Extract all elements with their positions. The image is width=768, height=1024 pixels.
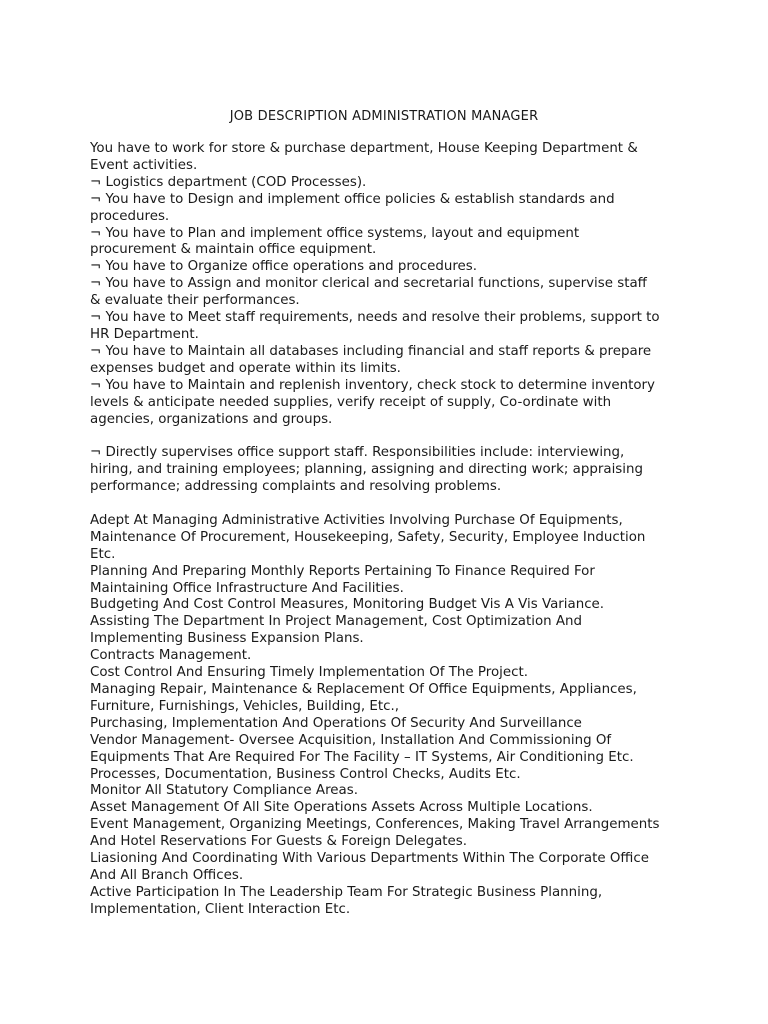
text-line: And All Branch Offices. xyxy=(90,867,244,883)
text-line: ¬ Logistics department (COD Processes). xyxy=(90,174,367,190)
text-line: Maintaining Office Infrastructure And Facilities. xyxy=(90,580,404,596)
supervision-section xyxy=(90,445,690,496)
text-line: performance; addressing complaints and resolving problems. xyxy=(90,479,502,495)
text-line: Implementation, Client Interaction Etc. xyxy=(90,901,351,917)
text-line: Equipments That Are Required For The Facility – IT Systems, Air Conditioning Etc. xyxy=(90,749,634,765)
text-line: Managing Repair, Maintenance & Replacement Of Office Equipments, Appliances, xyxy=(90,681,637,697)
text-line: Purchasing, Implementation And Operations Of Security And Surveillance xyxy=(90,715,582,731)
text-line: Maintenance Of Procurement, Housekeeping, Safety, Security, Employee Induction xyxy=(90,529,646,545)
text-line: procedures. xyxy=(90,208,170,224)
text-line: hiring, and training employees; planning, assigning and directing work; appraising xyxy=(90,462,643,478)
text-line: Adept At Managing Administrative Activities Involving Purchase Of Equipments, xyxy=(90,512,623,528)
skills-section xyxy=(90,513,690,919)
text-line: ¬ You have to Maintain all databases including financial and staff reports & prepare xyxy=(90,343,652,359)
text-line: ¬ You have to Organize office operations and procedures. xyxy=(90,259,478,275)
text-line: Cost Control And Ensuring Timely Implementation Of The Project. xyxy=(90,665,528,681)
text-line: Monitor All Statutory Compliance Areas. xyxy=(90,783,358,799)
text-line: Vendor Management- Oversee Acquisition, Installation And Commissioning Of xyxy=(90,732,612,748)
text-line: You have to work for store & purchase department, House Keeping Department & xyxy=(90,141,638,156)
text-line: agencies, organizations and groups. xyxy=(90,411,333,427)
text-line: ¬ You have to Assign and monitor clerical and secretarial functions, supervise staff xyxy=(90,276,647,292)
text-line: Contracts Management. xyxy=(90,648,252,664)
text-line: ¬ You have to Maintain and replenish inventory, check stock to determine inventory xyxy=(90,377,655,393)
text-line: Asset Management Of All Site Operations Assets Across Multiple Locations. xyxy=(90,800,593,816)
text-line: Budgeting And Cost Control Measures, Monitoring Budget Vis A Vis Variance. xyxy=(90,597,605,613)
text-line: Assisting The Department In Project Management, Cost Optimization And xyxy=(90,614,583,630)
document-body xyxy=(90,141,690,919)
text-line: Furniture, Furnishings, Vehicles, Building, Etc., xyxy=(90,698,400,714)
text-line: Active Participation In The Leadership Team For Strategic Business Planning, xyxy=(90,884,603,900)
text-line: And Hotel Reservations For Guests & Foreign Delegates. xyxy=(90,834,468,850)
text-line: Etc. xyxy=(90,546,116,562)
text-line: HR Department. xyxy=(90,326,199,342)
paragraph-gap xyxy=(90,496,690,513)
text-line: Event Management, Organizing Meetings, Conferences, Making Travel Arrangements xyxy=(90,817,660,833)
text-line: Planning And Preparing Monthly Reports Pertaining To Finance Required For xyxy=(90,563,595,579)
text-line: Liasioning And Coordinating With Various Departments Within The Corporate Office xyxy=(90,851,649,867)
text-line: Implementing Business Expansion Plans. xyxy=(90,631,364,647)
text-line: procurement & maintain office equipment. xyxy=(90,242,377,258)
text-line: Processes, Documentation, Business Control Checks, Audits Etc. xyxy=(90,766,521,782)
paragraph-gap xyxy=(90,428,690,445)
text-line: ¬ You have to Design and implement office policies & establish standards and xyxy=(90,191,615,207)
responsibilities-section xyxy=(90,141,690,428)
text-line: & evaluate their performances. xyxy=(90,293,300,309)
text-line: Event activities. xyxy=(90,157,198,173)
text-line: ¬ You have to Plan and implement office systems, layout and equipment xyxy=(90,225,580,241)
document-title: JOB DESCRIPTION ADMINISTRATION MANAGER xyxy=(229,109,539,124)
text-line: ¬ Directly supervises office support staff. Responsibilities include: interviewing, xyxy=(90,445,625,461)
text-line: ¬ You have to Meet staff requirements, needs and resolve their problems, support to xyxy=(90,310,660,326)
text-line: expenses budget and operate within its limits. xyxy=(90,360,401,376)
text-line: levels & anticipate needed supplies, verify receipt of supply, Co-ordinate with xyxy=(90,394,612,410)
